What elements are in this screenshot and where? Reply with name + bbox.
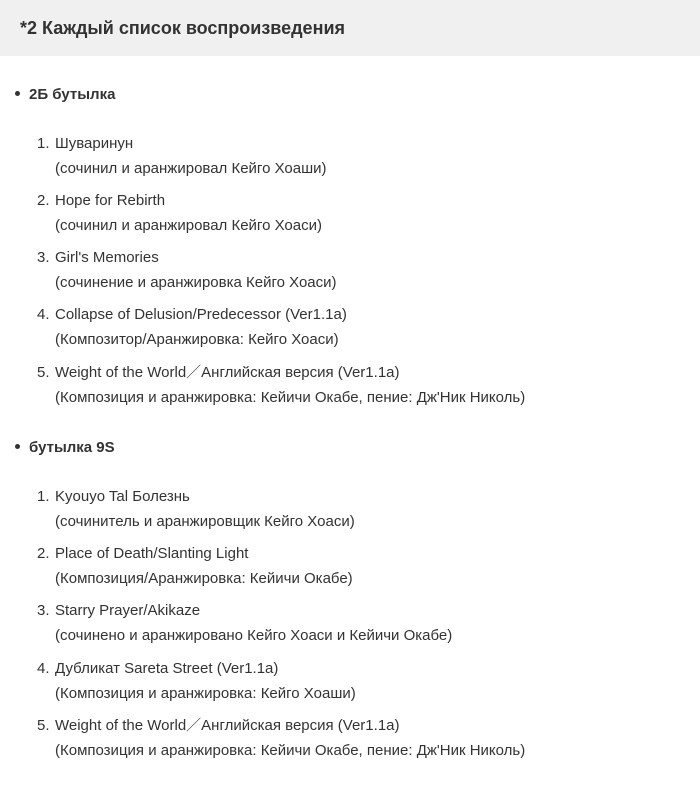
track-item <box>37 541 353 591</box>
track-number: 4. <box>37 660 50 677</box>
track-credit: (Композиция и аранжировка: Кейичи Окабе, пение: Дж'Ник Николь) <box>55 742 526 759</box>
track-title: Starry Prayer/Akikaze <box>55 602 201 619</box>
track-title: Collapse of Delusion/Predecessor (Ver1.1a) <box>55 306 347 323</box>
track-title: Hope for Rebirth <box>55 192 166 209</box>
track-credit: (сочинил и аранжировал Кейго Хоаши) <box>55 160 327 177</box>
track-number: 2. <box>37 192 50 209</box>
track-item <box>37 598 452 648</box>
track-number: 3. <box>37 602 50 619</box>
bullet-icon <box>15 91 20 96</box>
track-number: 1. <box>37 488 50 505</box>
track-credit: (сочинение и аранжировка Кейго Хоаси) <box>55 274 337 291</box>
track-credit: (Композиция/Аранжировка: Кейичи Окабе) <box>55 570 353 587</box>
track-credit: (сочинил и аранжировал Кейго Хоаси) <box>55 217 322 234</box>
playlist-heading-label: 2Б бутылка <box>29 86 116 103</box>
track-item <box>37 188 322 238</box>
track-credit: (сочинено и аранжировано Кейго Хоаси и Кейичи Окабе) <box>55 627 453 644</box>
track-title: Girl's Memories <box>55 249 159 266</box>
track-number: 2. <box>37 545 50 562</box>
track-number: 1. <box>37 135 50 152</box>
track-item <box>37 484 355 534</box>
playlist-heading-2b <box>15 85 115 105</box>
track-number: 5. <box>37 364 50 381</box>
track-item <box>37 302 347 352</box>
track-title: Place of Death/Slanting Light <box>55 545 249 562</box>
track-item <box>37 131 327 181</box>
track-item <box>37 360 525 410</box>
track-title: Weight of the World／Английская версия (Ver1.1a) <box>55 717 400 734</box>
track-number: 3. <box>37 249 50 266</box>
track-item <box>37 656 356 706</box>
track-number: 5. <box>37 717 50 734</box>
track-title: Weight of the World／Английская версия (Ver1.1a) <box>55 364 400 381</box>
playlist-heading-label: бутылка 9S <box>29 439 115 456</box>
section-header <box>0 0 700 56</box>
page-title: *2 Каждый список воспроизведения <box>20 18 346 38</box>
bullet-icon <box>15 444 20 449</box>
track-title: Дубликат Sareta Street (Ver1.1a) <box>55 660 279 677</box>
track-title: Шуваринун <box>55 135 134 152</box>
track-item <box>37 245 337 295</box>
track-credit: (сочинитель и аранжировщик Кейго Хоаси) <box>55 513 355 530</box>
track-item <box>37 713 525 763</box>
track-title: Kyouyo Tal Болезнь <box>55 488 190 505</box>
track-credit: (Композиция и аранжировка: Кейичи Окабе, пение: Дж'Ник Николь) <box>55 389 526 406</box>
track-credit: (Композиция и аранжировка: Кейго Хоаши) <box>55 685 356 702</box>
track-credit: (Композитор/Аранжировка: Кейго Хоаси) <box>55 331 339 348</box>
playlist-heading-9s <box>15 438 115 458</box>
track-number: 4. <box>37 306 50 323</box>
